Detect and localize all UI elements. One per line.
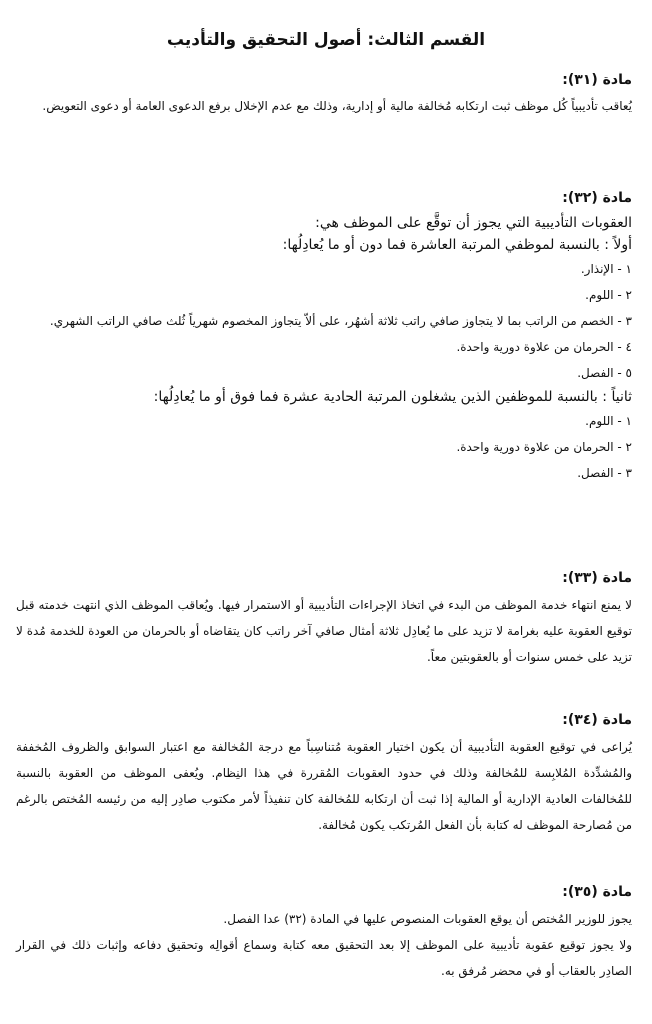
article-heading: مادة (٣٢): [562, 190, 632, 206]
article-paragraph: يجوز للوزير المُختص أن يوقع العقوبات المنصوص عليها في المادة (٣٢) عدا الفصل. [223, 912, 632, 926]
article-intro: العقوبات التأديبية التي يجوز أن توقَّع على الموظف هي: [315, 215, 632, 231]
article-34 [16, 712, 632, 838]
article-text: يُعاقب تأديبياً كُل موظف ثبت ارتكابه مُخالفة مالية أو إدارية، وذلك مع عدم الإخلال برفع الدعوى العامة أو دعوى التعويض. [42, 99, 632, 113]
list-item: ٣ - الفصل. [577, 466, 632, 480]
list-item: ٢ - اللوم. [585, 288, 632, 302]
article-paragraph: ولا يجوز توقيع عقوبة تأديبية على الموظف إلا بعد التحقيق معه كتابة وسماع أقوالِه وتحقيق دفاعه وإثبات ذلك في القرار الصادِر بالعقاب أو في محضر مُرفق به. [16, 938, 632, 978]
section-label-second: ثانياً : بالنسبة للموظفين الذين يشغلون المرتبة الحادية عشرة فما فوق أو ما يُعادِلُها: [153, 389, 632, 405]
section-label-first: أولاً : بالنسبة لموظفي المرتبة العاشرة فما دون أو ما يُعادِلُها: [282, 237, 632, 253]
article-33 [16, 570, 632, 670]
list-item: ١ - اللوم. [585, 414, 632, 428]
list-item: ١ - الإنذار. [580, 262, 632, 276]
list-item: ٣ - الخصم من الراتب بما لا يتجاوز صافي راتب ثلاثة أشهُر، على ألاّ يتجاوز المخصوم شهرياً ثُلث صافي الراتب الشهري. [49, 314, 632, 328]
article-heading: مادة (٣١): [562, 72, 632, 88]
list-item: ٢ - الحرمان من علاوة دورية واحدة. [456, 440, 632, 454]
article-heading: مادة (٣٤): [562, 712, 632, 728]
article-heading: مادة (٣٣): [562, 570, 632, 586]
article-32 [16, 190, 632, 486]
list-item: ٥ - الفصل. [577, 366, 632, 380]
list-item: ٤ - الحرمان من علاوة دورية واحدة. [456, 340, 632, 354]
article-35 [16, 884, 632, 984]
article-text: لا يمنع انتهاء خدمة الموظف من البدء في اتخاذ الإجراءات التأديبية أو الاستمرار فيها. ويُعاقب الموظف الذي انتهت خدمته قبل توقيع العقوبة عليه بغرامة لا تزيد على ما يُعادِل ثلاثة أمثال صافي آخر راتب كان يتقاضاه أو بالحرمان من العودة للخدمة مُدة لا تزيد على خمس سنوات أو بالعقوبتين معاً. [16, 598, 632, 664]
article-31 [16, 72, 632, 119]
article-heading: مادة (٣٥): [562, 884, 632, 900]
article-text: يُراعى في توقيع العقوبة التأديبية أن يكون اختيار العقوبة مُتناسِباً مع درجة المُخالفة مع اعتبار السوابق والظروف المُخففة والمُشدِّدة المُلابِسة للمُخالفة وذلك في حدود العقوبات المُقررة في هذا النِظام. ويُعفى الموظف من العقوبة بالنسبة للمُخالفات العادية الإدارية أو المالية إذا ثبت أن ارتكابه للمُخالفة كان تنفيذاً لأمر مكتوب صادِر إليه من رئيسه المُختص بالرغم من مُصارحة الموظف له كتابة بأن الفعل المُرتكب يكون مُخالفة. [16, 740, 632, 832]
section-title: القسم الثالث: أصول التحقيق والتأديب [166, 30, 486, 50]
